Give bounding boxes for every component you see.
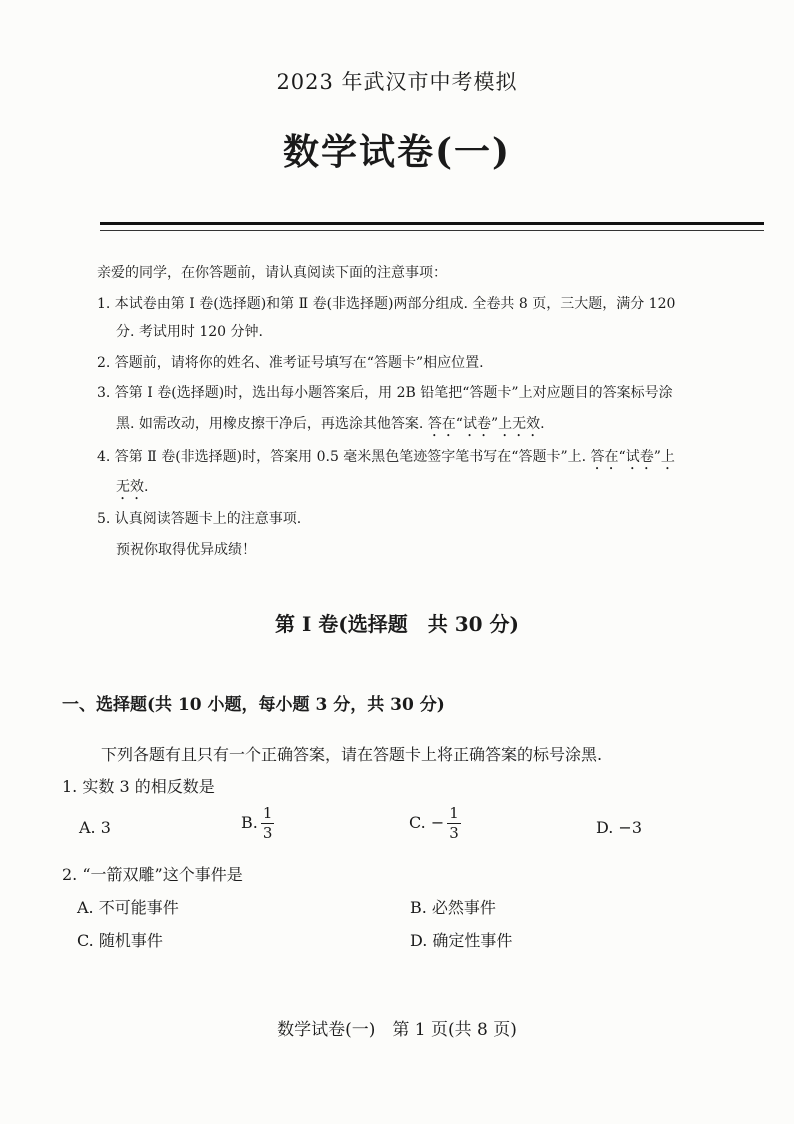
fraction-c-numerator: 1	[449, 804, 459, 822]
question-2-stem: 2. “一箭双雕”这个事件是	[62, 865, 243, 884]
section-1-instruction: 下列各题有且只有一个正确答案，请在答题卡上将正确答案的标号涂黑.	[101, 745, 603, 764]
notice-item-4-period: .	[144, 479, 149, 495]
part-1-title: 第 Ⅰ 卷(选择题 共 30 分)	[275, 612, 519, 636]
option-b-label: B.	[241, 813, 258, 832]
notice-item-4-line-2	[116, 476, 148, 503]
question-2-option-d: D. 确定性事件	[410, 931, 513, 950]
question-2-option-a: A. 不可能事件	[77, 898, 179, 917]
notice-item-4-emphasis: 答在“试卷”上	[590, 449, 675, 465]
notice-item-3-line-2	[116, 413, 545, 440]
fraction-c	[447, 806, 461, 841]
question-1-option-b	[241, 806, 274, 841]
question-1-option-a: A. 3	[79, 818, 111, 837]
page-footer: 数学试卷(一) 第 1 页(共 8 页)	[277, 1020, 517, 1040]
header-rule-thin	[100, 230, 764, 231]
exam-subtitle: 2023 年武汉市中考模拟	[276, 70, 518, 94]
notice-item-4-emphasis-2: 无效	[116, 479, 144, 495]
fraction-c-denominator: 3	[449, 824, 459, 842]
notice-item-3-text: 黑. 如需改动，用橡皮擦干净后，再选涂其他答案.	[116, 416, 428, 432]
notice-intro: 亲爱的同学，在你答题前，请认真阅读下面的注意事项：	[97, 265, 447, 281]
fraction-b	[261, 806, 275, 841]
fraction-b-denominator: 3	[262, 824, 273, 842]
fraction-b-numerator: 1	[262, 804, 273, 822]
notice-item-3-emphasis: 答在“试卷”上无效	[427, 416, 541, 432]
notice-wish: 预祝你取得优异成绩！	[116, 542, 256, 558]
notice-item-1-line-1: 1. 本试卷由第 Ⅰ 卷(选择题)和第 Ⅱ 卷(非选择题)两部分组成. 全卷共 8 页，三大题，满分 120	[97, 296, 676, 312]
notice-item-4-text: 4. 答第 Ⅱ 卷(非选择题)时，答案用 0.5 毫米黑色笔迹签字笔书写在“答题卡”上.	[97, 449, 591, 465]
option-c-label: C. −	[409, 813, 445, 832]
notice-item-1-line-2: 分. 考试用时 120 分钟.	[116, 324, 263, 340]
question-2-option-c: C. 随机事件	[77, 931, 163, 950]
notice-item-2: 2. 答题前，请将你的姓名、准考证号填写在“答题卡”相应位置.	[97, 355, 484, 371]
question-1-stem: 1. 实数 3 的相反数是	[62, 777, 215, 796]
notice-item-5: 5. 认真阅读答题卡上的注意事项.	[97, 511, 302, 527]
question-1-option-d: D. −3	[596, 818, 643, 837]
header-rule-thick	[100, 222, 764, 225]
question-1-option-c	[409, 806, 461, 841]
exam-title: 数学试卷(一)	[282, 131, 512, 173]
notice-item-4-line-1	[97, 446, 675, 473]
notice-item-3-line-1: 3. 答第 Ⅰ 卷(选择题)时，选出每小题答案后，用 2B 铅笔把“答题卡”上对应题目的答案标号涂	[97, 385, 673, 401]
section-1-title: 一、选择题(共 10 小题，每小题 3 分，共 30 分)	[62, 695, 445, 715]
notice-item-3-period: .	[540, 416, 545, 432]
question-2-option-b: B. 必然事件	[410, 898, 496, 917]
